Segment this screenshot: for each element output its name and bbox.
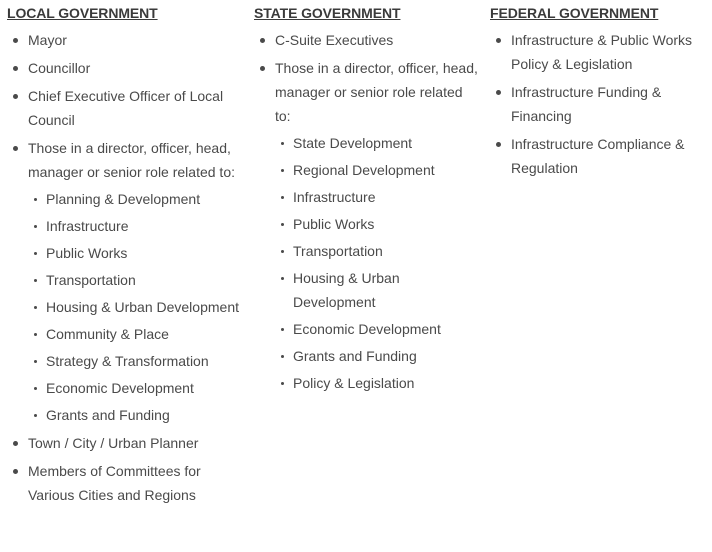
list-item-text: Infrastructure Compliance & Regulation xyxy=(511,136,685,176)
sub-list-item: Public Works xyxy=(275,212,479,236)
sub-list-item: Planning & Development xyxy=(28,187,242,211)
list-item-text: Members of Committees for Various Cities and Regions xyxy=(28,463,201,503)
sub-list-item: Community & Place xyxy=(28,322,242,346)
state-government-column xyxy=(254,5,479,399)
list-item-text: Infrastructure Funding & Financing xyxy=(511,84,662,124)
list-item-text: Those in a director, officer, head, manager or senior role related to: xyxy=(28,140,235,180)
sub-list-item: Economic Development xyxy=(28,376,242,400)
state-role-sublist xyxy=(275,131,479,395)
sub-list-item: Grants and Funding xyxy=(275,344,479,368)
list-item xyxy=(7,136,242,427)
sub-list-item: Public Works xyxy=(28,241,242,265)
list-item xyxy=(7,431,242,455)
local-government-heading: LOCAL GOVERNMENT xyxy=(7,5,158,21)
list-item-text: Chief Executive Officer of Local Council xyxy=(28,88,224,128)
list-item-text: Town / City / Urban Planner xyxy=(28,435,199,451)
sub-list-item: Transportation xyxy=(28,268,242,292)
sub-list-item: State Development xyxy=(275,131,479,155)
state-government-list xyxy=(254,28,479,395)
local-government-list xyxy=(7,28,242,507)
list-item-text: Those in a director, officer, head, manager or senior role related to: xyxy=(275,60,478,124)
list-item xyxy=(490,80,705,128)
list-item-text: Mayor xyxy=(28,32,67,48)
federal-government-column xyxy=(490,5,705,184)
list-item xyxy=(254,56,479,395)
sub-list-item: Regional Development xyxy=(275,158,479,182)
sub-list-item: Grants and Funding xyxy=(28,403,242,427)
sub-list-item: Economic Development xyxy=(275,317,479,341)
local-government-column xyxy=(7,5,242,511)
local-role-sublist xyxy=(28,187,242,427)
list-item xyxy=(490,28,705,76)
sub-list-item: Policy & Legislation xyxy=(275,371,479,395)
federal-government-list xyxy=(490,28,705,180)
sub-list-item: Transportation xyxy=(275,239,479,263)
list-item xyxy=(490,132,705,180)
sub-list-item: Infrastructure xyxy=(275,185,479,209)
sub-list-item: Housing & Urban Development xyxy=(28,295,242,319)
federal-government-heading: FEDERAL GOVERNMENT xyxy=(490,5,659,21)
list-item xyxy=(7,459,242,507)
list-item xyxy=(7,28,242,52)
list-item xyxy=(254,28,479,52)
list-item xyxy=(7,84,242,132)
list-item-text: Infrastructure & Public Works Policy & Legislation xyxy=(511,32,693,72)
list-item-text: C-Suite Executives xyxy=(275,32,394,48)
sub-list-item: Strategy & Transformation xyxy=(28,349,242,373)
list-item xyxy=(7,56,242,80)
sub-list-item: Housing & Urban Development xyxy=(275,266,479,314)
list-item-text: Councillor xyxy=(28,60,91,76)
sub-list-item: Infrastructure xyxy=(28,214,242,238)
state-government-heading: STATE GOVERNMENT xyxy=(254,5,401,21)
